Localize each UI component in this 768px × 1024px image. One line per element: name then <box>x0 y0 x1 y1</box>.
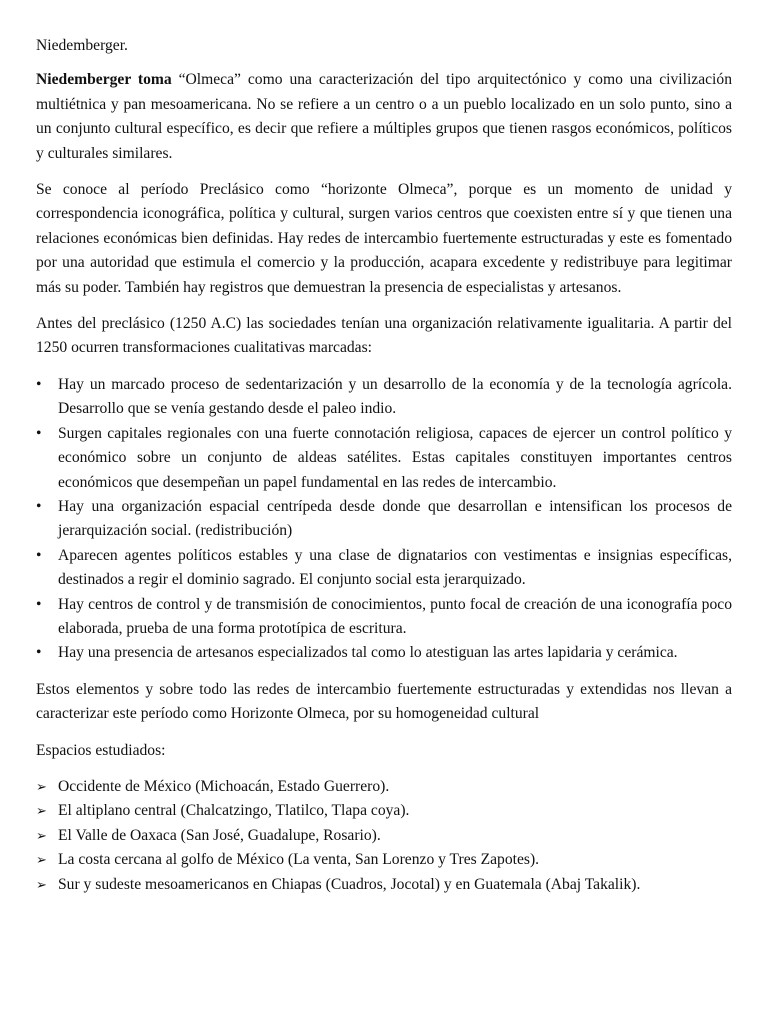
paragraph-preclasico: Antes del preclásico (1250 A.C) las sociedades tenían una organización relativamente igualitaria. A partir del 1250 ocurren transformaciones cualitativas marcadas: <box>36 315 732 357</box>
bullet-icon: • <box>36 497 42 515</box>
list-item <box>36 848 732 872</box>
list-item-text: El Valle de Oaxaca (San José, Guadalupe, Rosario). <box>58 826 381 844</box>
list-item-text: El altiplano central (Chalcatzingo, Tlatilco, Tlapa coya). <box>58 802 410 820</box>
list-item-text: Aparecen agentes políticos estables y una clase de dignatarios con vestimentas e insignias específicas, destinados a regir el dominio sagrado. El conjunto social esta jerarquizado. <box>58 546 732 589</box>
list-item <box>36 824 732 848</box>
bullet-icon: • <box>36 424 42 442</box>
bullet-icon: • <box>36 375 42 393</box>
arrow-bullet-icon: ➢ <box>36 803 47 819</box>
document-heading: Niedemberger. <box>36 37 128 54</box>
bullet-icon: • <box>36 595 42 613</box>
bullet-icon: • <box>36 644 42 662</box>
paragraph-conclusion: Estos elementos y sobre todo las redes de intercambio fuertemente estructuradas y extendidas nos llevan a caracterizar este período como Horizonte Olmeca, por su homogeneidad cultural <box>36 680 732 723</box>
list-item <box>36 641 732 665</box>
list-item <box>36 422 732 495</box>
paragraph-horizonte: Se conoce al período Preclásico como “horizonte Olmeca”, porque es un momento de unidad y correspondencia iconográfica, política y cultural, surgen varios centros que coexisten entre sí y que tienen una relaciones económicas bien definidas. Hay redes de intercambio fuertemente estructuradas y este es fomentado por una autoridad que estimula el comercio y la producción, acapara excedente y redistribuye para legitimar más su poder. También hay registros que demuestran la presencia de especialistas y artesanos. <box>36 181 732 296</box>
paragraph-intro <box>36 68 732 166</box>
list-item-text: Sur y sudeste mesoamericanos en Chiapas (Cuadros, Jocotal) y en Guatemala (Abaj Takalik). <box>58 875 641 893</box>
bullet-icon: • <box>36 546 42 564</box>
list-item <box>36 873 732 897</box>
arrow-bullet-icon: ➢ <box>36 778 47 794</box>
list-item-text: Hay centros de control y de transmisión de conocimientos, punto focal de creación de una iconografía poco elaborada, prueba de una forma prototípica de escritura. <box>58 595 732 637</box>
list-item <box>36 544 732 593</box>
list-item <box>36 373 732 422</box>
list-item <box>36 593 732 642</box>
list-item <box>36 775 732 799</box>
arrow-bullet-icon: ➢ <box>36 827 47 843</box>
list-item <box>36 799 732 823</box>
list-item-text: Hay una organización espacial centrípeda desde donde que desarrollan e intensifican los procesos de jerarquización social. (redistribución) <box>58 497 732 540</box>
list-item <box>36 495 732 544</box>
list-item-text: Hay un marcado proceso de sedentarización y un desarrollo de la economía y de la tecnología agrícola. Desarrollo que se venía gestando desde el paleo indio. <box>58 375 732 418</box>
transformations-list <box>36 373 732 666</box>
list-item-text: La costa cercana al golfo de México (La venta, San Lorenzo y Tres Zapotes). <box>58 851 540 869</box>
spaces-title: Espacios estudiados: <box>36 741 166 759</box>
intro-bold-lead: Niedemberger toma <box>36 71 172 89</box>
list-item-text: Hay una presencia de artesanos especializados tal como lo atestiguan las artes lapidaria y cerámica. <box>58 644 678 662</box>
arrow-bullet-icon: ➢ <box>36 876 47 892</box>
list-item-text: Surgen capitales regionales con una fuerte connotación religiosa, capaces de ejercer un control político y económico sobre un conjunto de aldeas satélites. Estas capitales constituyen importantes centros económicos que desempeñan un papel fundamental en las redes de intercambio. <box>58 424 732 491</box>
spaces-list <box>36 775 732 897</box>
intro-rest: “Olmeca” como una caracterización del tipo arquitectónico y como una civilización multiétnica y pan mesoamericana. No se refiere a un centro o a un pueblo localizado en un solo punto, sino a un conjunto cultural específico, es decir que refiere a múltiples grupos que tienen rasgos económicos, políticos y culturales similares. <box>36 71 732 162</box>
arrow-bullet-icon: ➢ <box>36 852 47 868</box>
list-item-text: Occidente de México (Michoacán, Estado Guerrero). <box>58 777 390 795</box>
